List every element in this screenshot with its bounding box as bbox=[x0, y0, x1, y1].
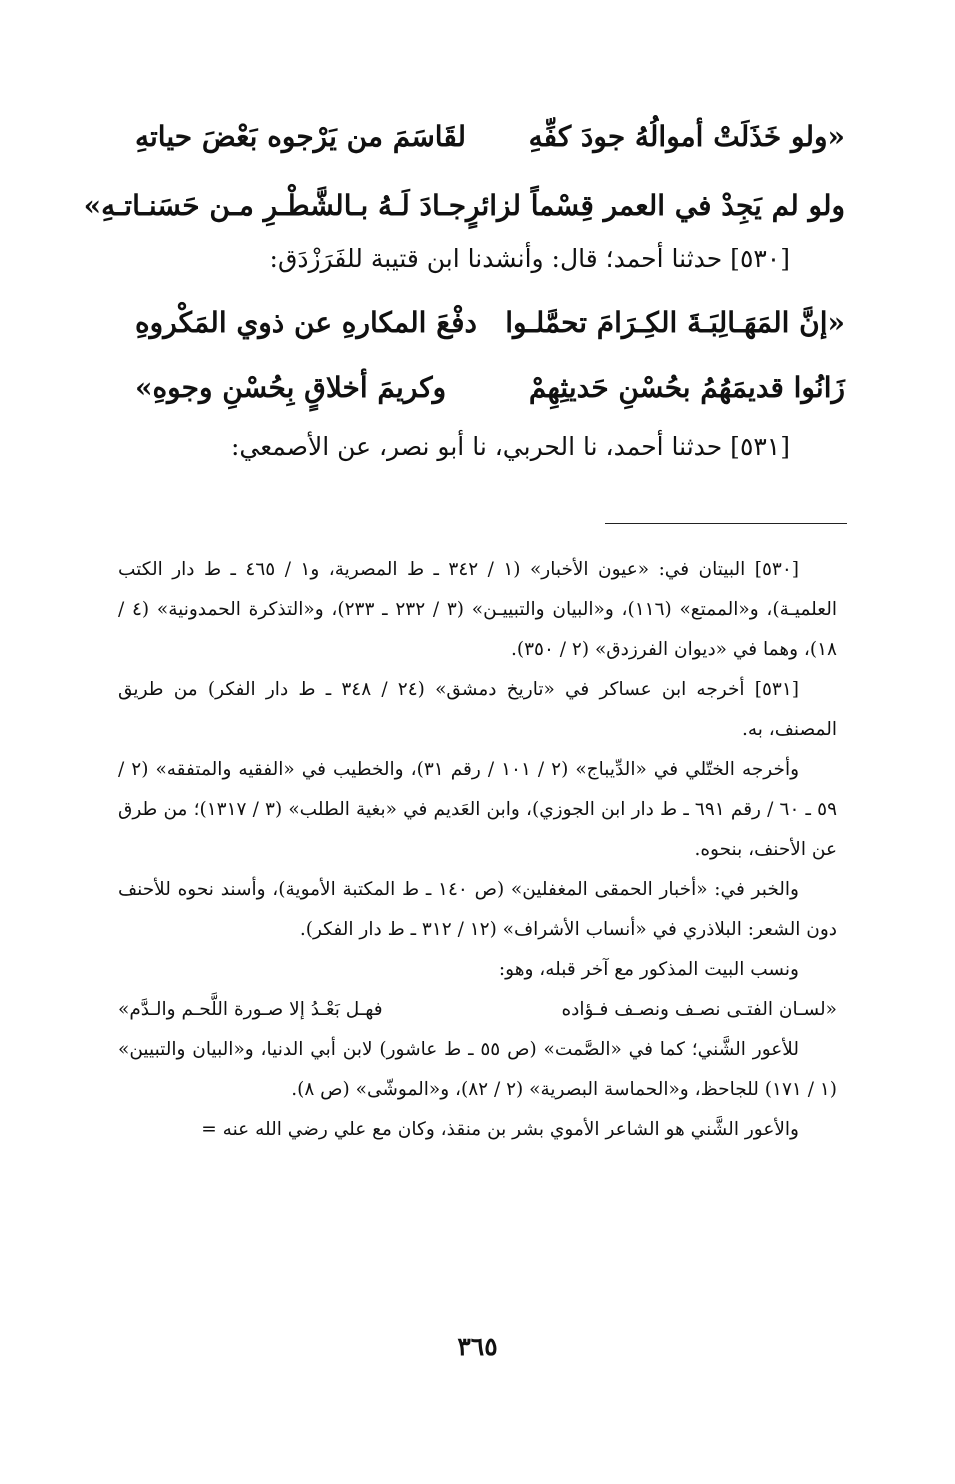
page-number: ٣٦٥ bbox=[457, 1332, 498, 1361]
footnote-paragraph: وأخرجه الختّلي في «الدِّيباج» (٢ / ١٠١ / رقم ٣١)، والخطيب في «الفقيه والمتفقه» (٢ / ٥٩ ـ ٦٠ / رقم ٦٩١ ـ ط دار ابن الجوزي)، وابن العَديم في «بغية الطلب» (٣ / ١٣١٧)؛ من طرق عن الأحنف، بنحوه. bbox=[118, 759, 838, 860]
hemistich-second: لقَاسَمَ من يَرْجوه بَعْضَ حياتهِ bbox=[135, 119, 467, 153]
poem1-verse-1 bbox=[135, 106, 845, 166]
hemistich-second: جـادَ لَـهُ بـالشَّطْـرِ مـن حَسَنـاتـهِ» bbox=[83, 188, 466, 222]
hemistich-first: «ولو خَذَلَتْ أموالُهُ جودَ كفِّهِ bbox=[528, 119, 845, 153]
footnote-531: [٥٣١] أخرجه ابن عساكر في «تاريخ دمشق» (٢٤ / ٣٤٨ ـ ط دار الفكر) من طريق المصنف، به. bbox=[118, 679, 837, 740]
hemistich-second: وكريمَ أخلاقٍ بِحُسْنِ وجوهِ» bbox=[135, 370, 447, 404]
poem2-verse-2 bbox=[135, 357, 845, 417]
hemistich-first: زَانُوا قديمَهُمُ بحُسْنِ حَديثِهِمْ bbox=[528, 370, 845, 404]
hemistich-second: دفْعَ المكارهِ عن ذوي المَكْروهِ bbox=[135, 305, 477, 339]
footnote-verse bbox=[118, 990, 837, 1030]
poem1-verse-2 bbox=[83, 175, 845, 235]
hemistich-first: «لسـان الفتـى نصـف ونصـف فـؤاده bbox=[561, 999, 837, 1020]
footnote-530: [٥٣٠] البيتان في: «عيون الأخبار» (١ / ٣٤٢ ـ ط المصرية، و١ / ٤٦٥ ـ ط دار الكتب العلميـة)، و«الممتع» (١١٦)، و«البيان والتبييـن» (٣ / ٢٣٢ ـ ٢٣٣)، و«التذكرة الحمدونية» (٤ / ١٨)، وهما في «ديوان الفرزدق» (٢ / ٣٥٠). bbox=[118, 559, 838, 660]
report-530-heading: [٥٣٠] حدثنا أحمد؛ قال: وأنشدنا ابن قتيبة للفَرَزْدَق: bbox=[269, 244, 790, 273]
footnotes bbox=[118, 550, 837, 1150]
footnote-paragraph: ونسب البيت المذكور مع آخر قبله، وهو: bbox=[498, 959, 799, 980]
footnote-paragraph: والأعور الشَّني هو الشاعر الأموي بشر بن منقذ، وكان مع علي رضي الله عنه = bbox=[201, 1119, 799, 1140]
hemistich-first: ولو لم يَجِدْ في العمر قِسْماً لزائرٍ bbox=[466, 188, 845, 222]
footnote-paragraph: للأعور الشَّني؛ كما في «الصَّمت» (ص ٥٥ ـ ط عاشور) لابن أبي الدنيا، و«البيان والتبيين» (١ / ١٧١) للجاحظ، و«الحماسة البصرية» (٢ / ٨٢)، و«الموشّى» (ص ٨). bbox=[118, 1039, 837, 1100]
poem2-verse-1 bbox=[135, 292, 845, 352]
hemistich-second: فهـل بَعْـدُ إلا صـورة اللَّحـم والـدَّم» bbox=[118, 999, 383, 1020]
hemistich-first: «إنَّ المَهَـالِبَـةَ الكِـرَامَ تحمَّلـوا bbox=[505, 305, 845, 339]
footnote-paragraph: والخبر في: «أخبار الحمقى المغفلين» (ص ١٤٠ ـ ط المكتبة الأموية)، وأسند نحوه للأحنف دون الشعر: البلاذري في «أنساب الأشراف» (١٢ / ٣١٢ ـ ط دار الفكر). bbox=[118, 879, 837, 940]
footnote-separator bbox=[605, 523, 847, 524]
report-531-heading: [٥٣١] حدثنا أحمد، نا الحربي، نا أبو نصر، عن الأصمعي: bbox=[230, 432, 790, 461]
